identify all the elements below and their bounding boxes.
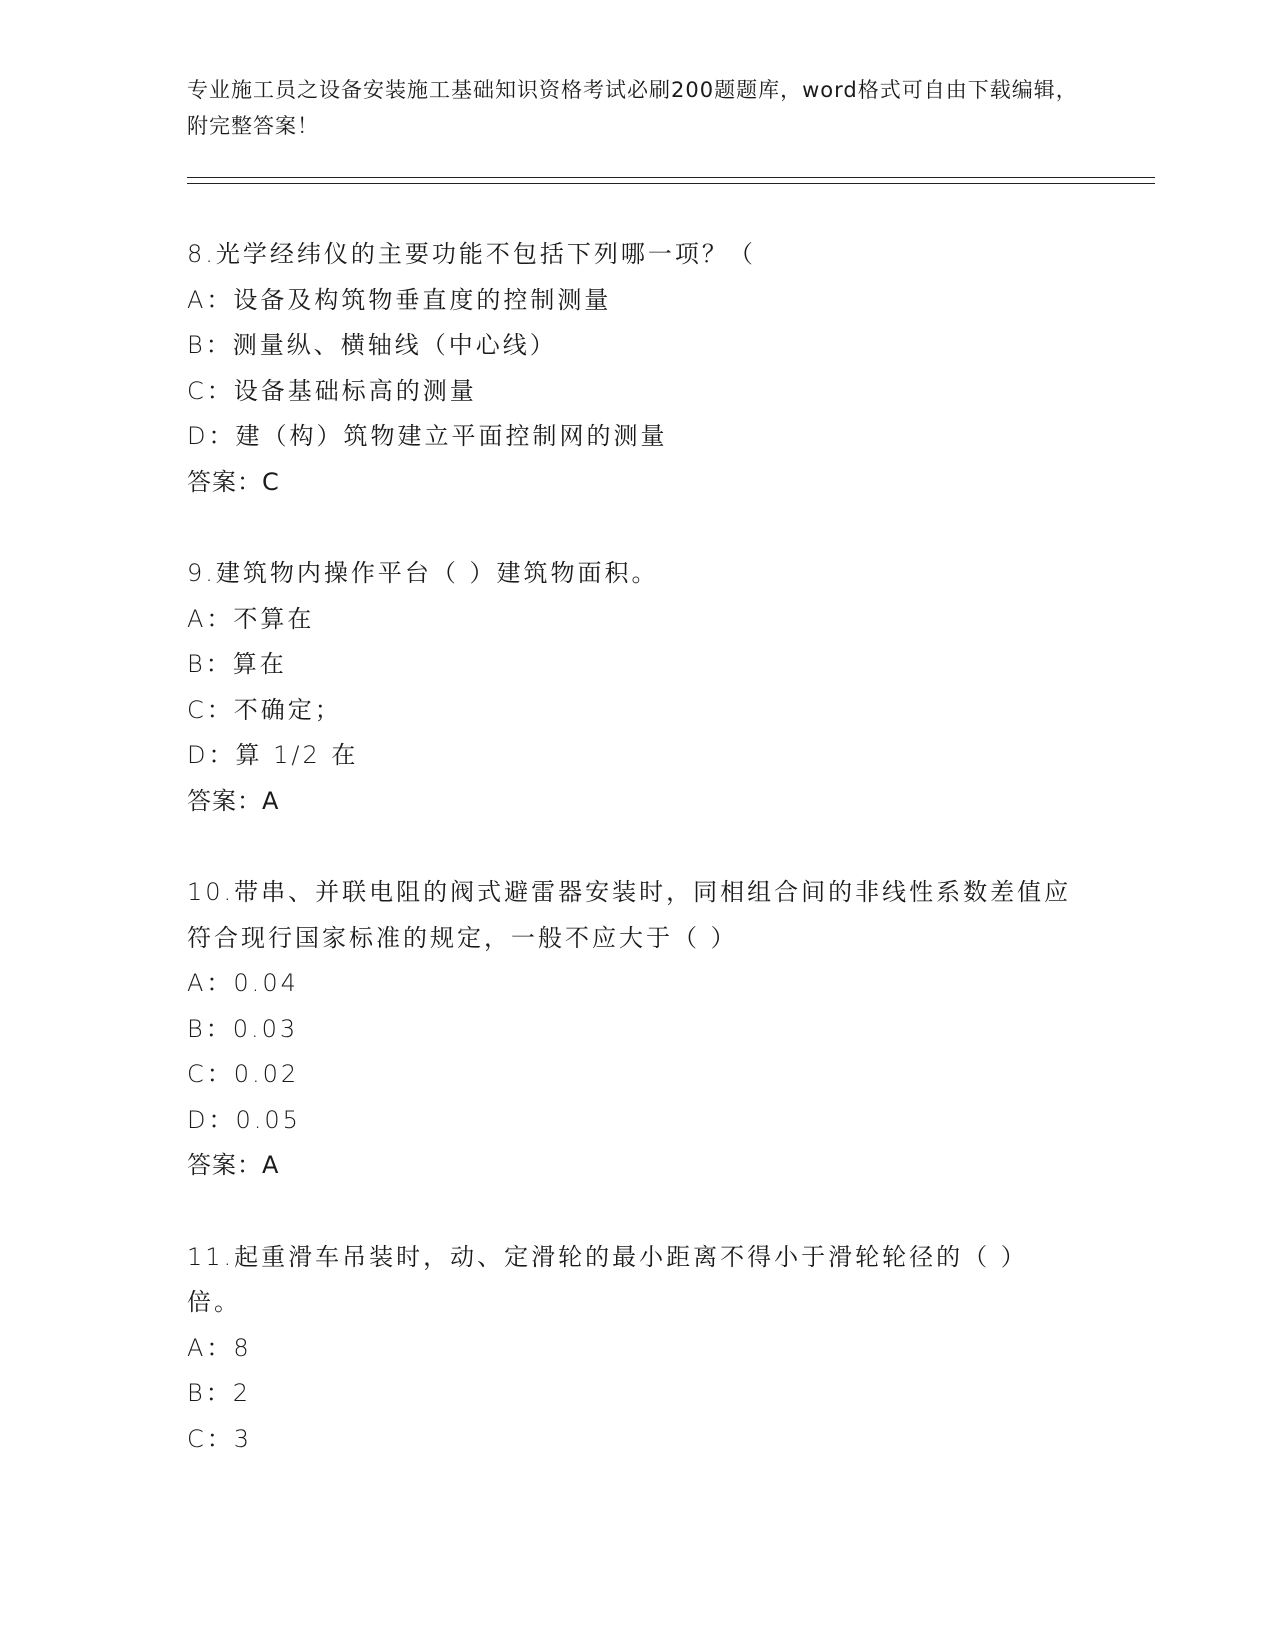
- option-c: C：0.02: [187, 1060, 300, 1088]
- answer-line: [187, 460, 1087, 506]
- question-10: [187, 870, 1087, 1189]
- question-stem: 11.起重滑车吊装时，动、定滑轮的最小距离不得小于滑轮轮径的（ ）倍。: [187, 1242, 1028, 1316]
- option-c: C：设备基础标高的测量: [187, 376, 477, 405]
- question-11: [187, 1235, 1087, 1463]
- answer-value: A: [262, 1151, 280, 1179]
- option-c: C：3: [187, 1424, 253, 1453]
- answer-label: 答案：: [187, 786, 262, 815]
- option-d: D：建（构）筑物建立平面控制网的测量: [187, 422, 668, 450]
- question-stem: 8.光学经纬仪的主要功能不包括下列哪一项？（: [187, 240, 756, 268]
- answer-value: A: [262, 786, 280, 815]
- answer-label: 答案：: [187, 467, 262, 496]
- option-b: B：0.03: [187, 1014, 299, 1043]
- header-divider-bottom: [187, 183, 1155, 184]
- answer-line: [187, 1143, 1087, 1189]
- question-stem: 9.建筑物内操作平台（ ）建筑物面积。: [187, 559, 659, 587]
- option-b: B：算在: [187, 650, 287, 678]
- option-d: D：0.05: [187, 1105, 301, 1134]
- option-a: A：设备及构筑物垂直度的控制测量: [187, 285, 612, 314]
- answer-value: C: [262, 467, 280, 496]
- option-a: A：0.04: [187, 969, 299, 997]
- answer-label: 答案：: [187, 1151, 262, 1179]
- header-divider-top: [187, 177, 1155, 178]
- option-a: A：8: [187, 1333, 252, 1362]
- question-stem: 10.带串、并联电阻的阀式避雷器安装时，同相组合间的非线性系数差值应符合现行国家标准的规定，一般不应大于（ ）: [187, 878, 1072, 952]
- question-list: [187, 232, 1087, 1508]
- question-9: [187, 551, 1087, 824]
- option-d: D：算 1/2 在: [187, 741, 359, 769]
- option-a: A：不算在: [187, 604, 315, 633]
- answer-line: [187, 779, 1087, 825]
- question-8: [187, 232, 1087, 505]
- document-header: 专业施工员之设备安装施工基础知识资格考试必刷200题题库，word格式可自由下载编辑，附完整答案！: [187, 78, 1078, 138]
- option-b: B：2: [187, 1379, 251, 1407]
- option-c: C：不确定；: [187, 695, 342, 724]
- option-b: B：测量纵、横轴线（中心线）: [187, 331, 557, 359]
